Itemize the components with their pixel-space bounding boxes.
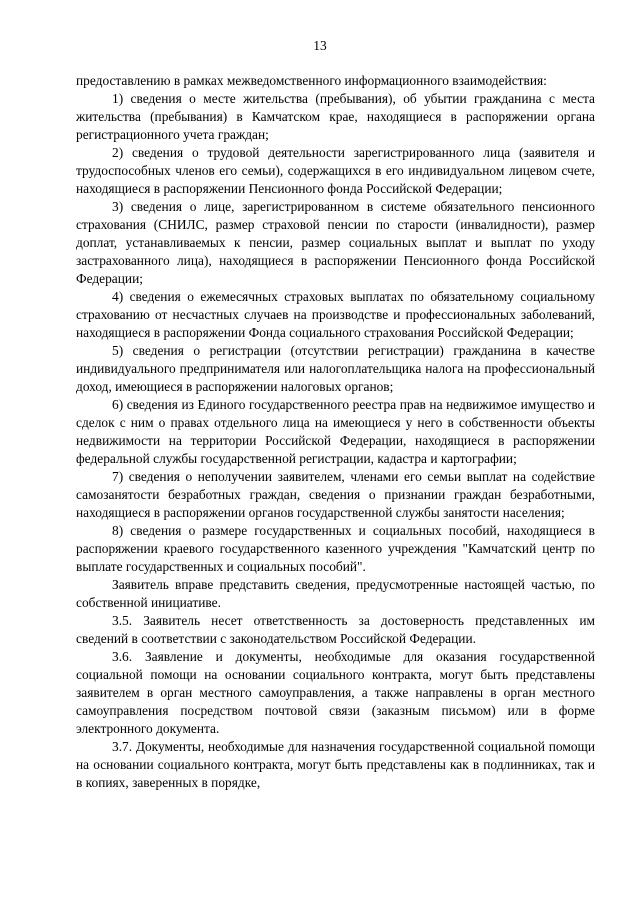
paragraph-own-initiative: Заявитель вправе представить сведения, предусмотренные настоящей частью, по собственной инициативе. — [76, 577, 595, 610]
paragraph-continuation: предоставлению в рамках межведомственного информационного взаимодействия: — [76, 73, 547, 88]
section-3-6: 3.6. Заявление и документы, необходимые для оказания государственной социальной помощи на основании социального контракта, могут быть представлены заявителем в орган местного самоуправления, а также направлены в орган местного самоуправления посредством почтовой связи (заказным письмом) или в форме электронного документа. — [76, 649, 595, 736]
section-3-7: 3.7. Документы, необходимые для назначения государственной социальной помощи на основании социального контракта, могут быть представлены как в подлинниках, так и в копиях, заверенных в порядке, — [76, 739, 595, 790]
list-item-6: 6) сведения из Единого государственного реестра прав на недвижимое имущество и сделок с ним о правах отдельного лица на имеющиеся у него в собственности объекты недвижимости на территории Российской Федерации, находящиеся в распоряжении федеральной службы государственной регистрации, кадастра и картографии; — [76, 397, 595, 466]
list-item-4: 4) сведения о ежемесячных страховых выплатах по обязательному социальному страхованию от несчастных случаев на производстве и профессиональных заболеваний, находящиеся в распоряжении Фонда социального страхования Российской Федерации; — [76, 289, 595, 340]
list-item-2: 2) сведения о трудовой деятельности зарегистрированного лица (заявителя и трудоспособных членов его семьи), содержащихся в его индивидуальном лицевом счете, находящиеся в распоряжении Пенсионного фонда Российской Федерации; — [76, 145, 595, 196]
document-body — [76, 72, 595, 792]
page-number: 13 — [313, 38, 327, 53]
list-item-8: 8) сведения о размере государственных и социальных пособий, находящиеся в распоряжении краевого государственного казенного учреждения "Камчатский центр по выплате государственных и социальных пособий". — [76, 523, 595, 574]
section-3-5: 3.5. Заявитель несет ответственность за достоверность представленных им сведений в соответствии с законодательством Российской Федерации. — [76, 613, 595, 646]
list-item-5: 5) сведения о регистрации (отсутствии регистрации) гражданина в качестве индивидуального предпринимателя или налогоплательщика налога на профессиональный доход, имеющиеся в распоряжении налоговых органов; — [76, 343, 595, 394]
list-item-7: 7) сведения о неполучении заявителем, членами его семьи выплат на содействие самозанятости безработных граждан, сведения о признании граждан безработными, находящиеся в распоряжении органов государственной службы занятости населения; — [76, 469, 595, 520]
list-item-3: 3) сведения о лице, зарегистрированном в системе обязательного пенсионного страхования (СНИЛС, размер страховой пенсии по старости (инвалидности), размер доплат, устанавливаемых к пенсии, размер социальных выплат и выплат по уходу застрахованного лица), находящиеся в распоряжении Пенсионного фонда Российской Федерации; — [76, 199, 595, 286]
list-item-1: 1) сведения о месте жительства (пребывания), об убытии гражданина с места жительства (пребывания) в Камчатском крае, находящиеся в распоряжении органа регистрационного учета граждан; — [76, 91, 595, 142]
